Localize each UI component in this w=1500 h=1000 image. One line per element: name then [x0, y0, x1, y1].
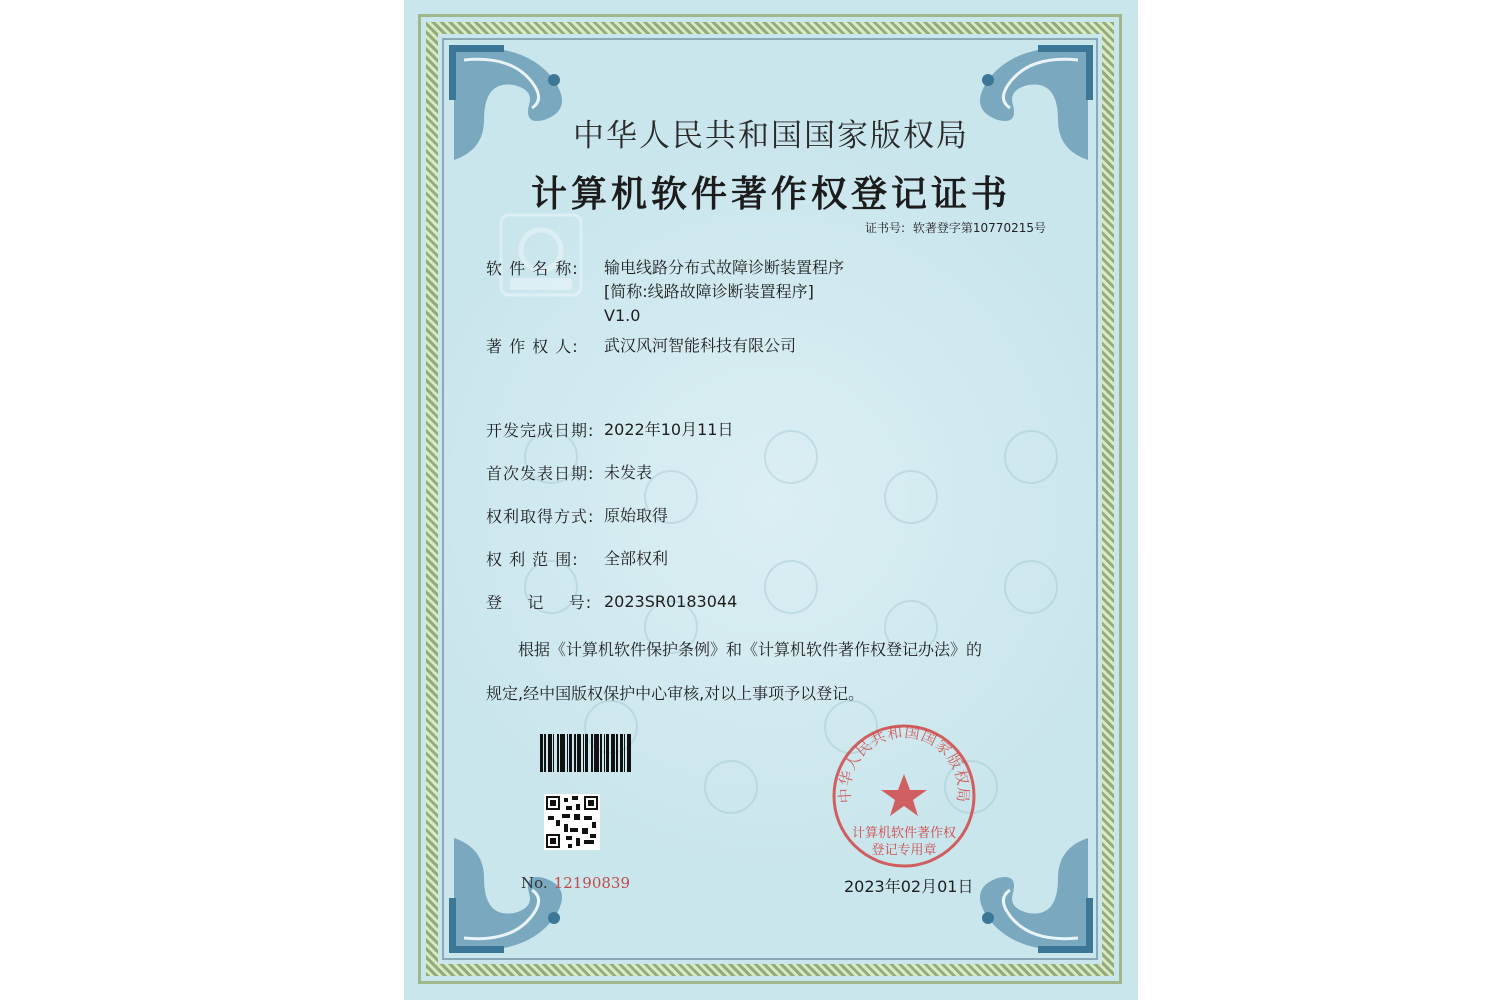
dev-date-row — [486, 418, 733, 442]
software-name-row — [486, 256, 844, 328]
serial-number-value: 12190839 — [553, 874, 631, 892]
acquire-method-row — [486, 504, 668, 528]
software-version: V1.0 — [604, 306, 641, 325]
certificate-number-value: 软著登字第10770215号 — [912, 221, 1046, 235]
owner-row — [486, 334, 796, 358]
dev-date-value: 2022年10月11日 — [604, 420, 734, 439]
pub-date-value: 未发表 — [604, 463, 653, 482]
pub-date-row — [486, 461, 652, 485]
registration-number-label: 登 记 号: — [486, 593, 593, 612]
issuing-authority-title: 中华人民共和国国家版权局 — [573, 118, 969, 154]
qr-code — [544, 794, 600, 850]
acquire-method-label: 权利取得方式: — [486, 507, 595, 526]
pub-date-label: 首次发表日期: — [486, 464, 595, 483]
acquire-method-value: 原始取得 — [604, 506, 669, 525]
owner-value: 武汉风河智能科技有限公司 — [604, 336, 797, 355]
software-name-label: 软 件 名 称: — [486, 259, 579, 278]
rights-scope-row — [486, 547, 668, 571]
certificate-main-title: 计算机软件著作权登记证书 — [530, 173, 1011, 215]
serial-number-label: No. — [521, 874, 548, 892]
statement-line1: 根据《计算机软件保护条例》和《计算机软件著作权登记办法》的 — [518, 640, 983, 659]
statement-line2: 规定,经中国版权保护中心审核,对以上事项予以登记。 — [486, 684, 865, 703]
barcode — [540, 734, 648, 772]
owner-label: 著 作 权 人: — [486, 337, 579, 356]
software-name-value — [604, 256, 844, 328]
dev-date-label: 开发完成日期: — [486, 421, 595, 440]
issue-date: 2023年02月01日 — [844, 877, 974, 896]
certificate-number-label: 证书号: — [865, 221, 906, 235]
registration-number-value: 2023SR0183044 — [604, 592, 738, 611]
registration-number-row — [486, 590, 737, 614]
certificate-number — [861, 219, 1046, 236]
rights-scope-label: 权 利 范 围: — [486, 550, 579, 569]
software-name-line2: [简称:线路故障诊断装置程序] — [604, 282, 814, 301]
certificate — [404, 0, 1138, 1000]
seal-star-icon — [881, 774, 927, 816]
seal-center-line1: 计算机软件著作权 — [851, 826, 956, 841]
software-name-line1: 输电线路分布式故障诊断装置程序 — [604, 258, 845, 277]
seal-ring-text: 中华人民共和国国家版权局 — [835, 722, 973, 804]
seal-center-line2: 登记专用章 — [871, 843, 937, 858]
serial-number — [521, 874, 630, 892]
rights-scope-value: 全部权利 — [604, 549, 669, 568]
